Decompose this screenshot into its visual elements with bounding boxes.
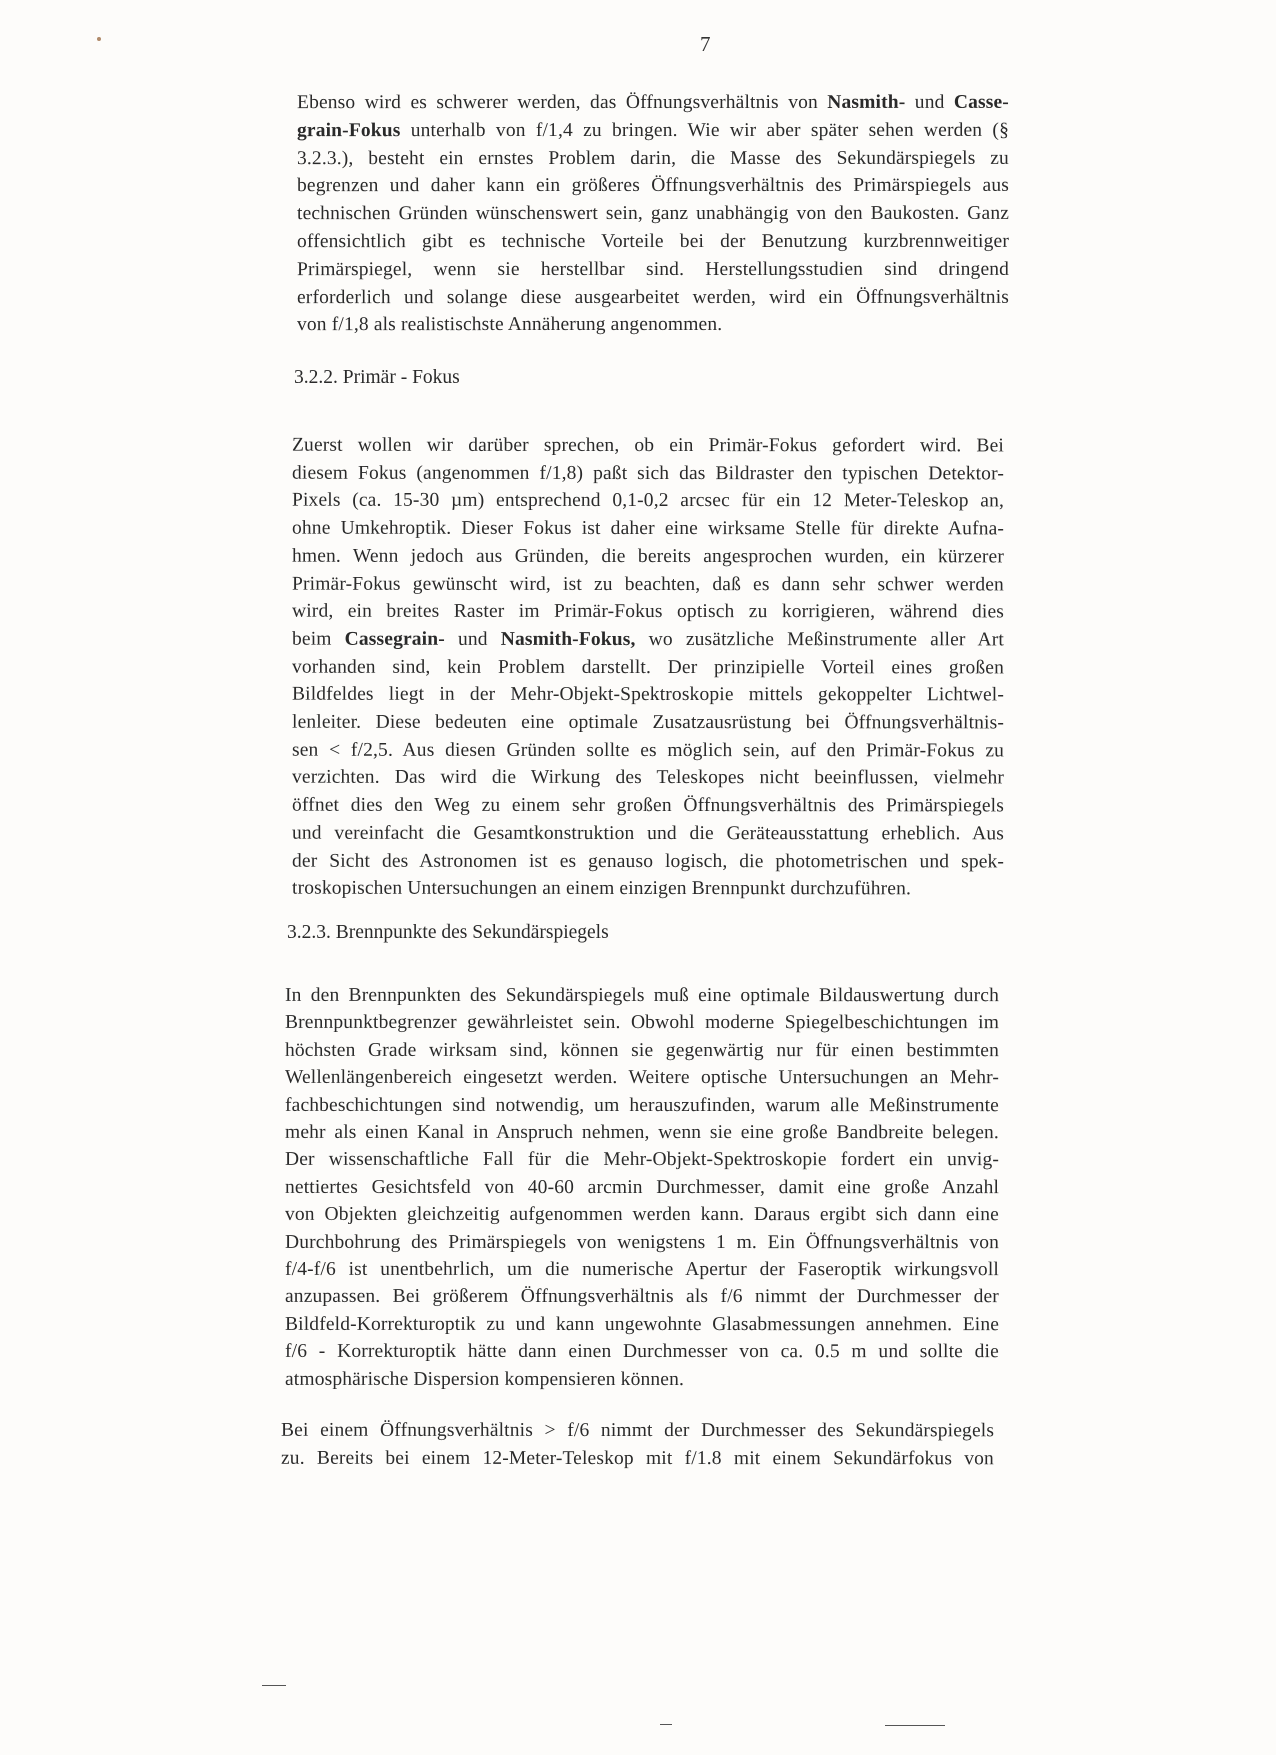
text-line: zu. Bereits bei einem 12-Meter-Teleskop mit f/1.8 mit einem Sekundärfokus von xyxy=(280,1447,994,1469)
text-line: nettiertes Gesichtsfeld von 40-60 arcmin Durchmesser, damit eine große Anzahl xyxy=(284,1176,1000,1198)
text-line: technischen Gründen wünschenswert sein, ganz unabhängig von den Baukosten. Ganz xyxy=(296,203,1010,225)
text-line: und vereinfacht die Gesamtkonstruktion und die Geräteausstattung erheblich. Aus xyxy=(291,822,1005,845)
text-line: atmosphärische Dispersion kompensieren können. xyxy=(284,1368,685,1390)
text-line: diesem Fokus (angenommen f/1,8) paßt sich das Bildraster den typischen Detektor- xyxy=(291,462,1004,485)
text-line: In den Brennpunkten des Sekundärspiegels muß eine optimale Bildauswertung durch xyxy=(284,984,999,1007)
text-line: lenleiter. Diese bedeuten eine optimale Zusatzausrüstung bei Öffnungsverhältnis- xyxy=(291,711,1005,734)
scan-mark xyxy=(885,1725,945,1726)
text-line: Bei einem Öffnungsverhältnis > f/6 nimmt der Durchmesser des Sekundärspiegels xyxy=(280,1419,995,1442)
text-line: höchsten Grade wirksam sind, können sie gegenwärtig nur für einen bestimmten xyxy=(284,1039,1000,1061)
text-line: anzupassen. Bei größerem Öffnungsverhältnis als f/6 nimmt der Durchmesser der xyxy=(284,1286,999,1308)
text-line: offensichtlich gibt es technische Vorteile bei der Benutzung kurzbrennweitiger xyxy=(296,230,1009,253)
scan-mark xyxy=(262,1685,286,1686)
text-line: beim Cassegrain- und Nasmith-Fokus, wo zusätzliche Meßinstrumente aller Art xyxy=(291,628,1004,651)
text-line: hmen. Wenn jedoch aus Gründen, die bereits angesprochen wurden, ein kürzerer xyxy=(291,545,1005,568)
text-line: von Objekten gleichzeitig aufgenommen werden kann. Daraus ergibt sich dann eine xyxy=(284,1204,999,1226)
text-line: wird, ein breites Raster im Primär-Fokus optisch zu korrigieren, während dies xyxy=(291,600,1005,623)
text-line: Bildfeld-Korrekturoptik zu und kann ungewohnte Glasabmessungen annehmen. Eine xyxy=(284,1313,1000,1335)
text-line: ohne Umkehroptik. Dieser Fokus ist daher eine wirksame Stelle für direkte Aufna- xyxy=(291,517,1005,540)
section-heading-3-2-2: 3.2.2. Primär - Fokus xyxy=(294,367,460,388)
scan-mark xyxy=(660,1724,672,1725)
text-line: mehr als einen Kanal in Anspruch nehmen, wenn sie eine große Bandbreite belegen. xyxy=(284,1121,999,1144)
text-line: Bildfeldes liegt in der Mehr-Objekt-Spektroskopie mittels gekoppelter Lichtwel- xyxy=(291,683,1005,706)
text-line: Primär-Fokus gewünscht wird, ist zu beachten, daß es dann sehr schwer werden xyxy=(291,573,1004,595)
section-heading-3-2-3: 3.2.3. Brennpunkte des Sekundärspiegels xyxy=(287,922,609,943)
text-line: grain-Fokus unterhalb von f/1,4 zu bringen. Wie wir aber später sehen werden (§ xyxy=(296,119,1009,141)
text-line: öffnet dies den Weg zu einem sehr großen Öffnungsverhältnis des Primärspiegels xyxy=(291,794,1004,817)
page-number: 7 xyxy=(700,32,711,56)
text-line: der Sicht des Astronomen ist es genauso logisch, die photometrischen und spek- xyxy=(291,850,1005,872)
text-line: f/6 - Korrekturoptik hätte dann einen Durchmesser von ca. 0.5 m und sollte die xyxy=(284,1341,999,1363)
text-line: Wellenlängenbereich eingesetzt werden. Weitere optische Untersuchungen an Mehr- xyxy=(284,1067,1000,1089)
text-line: fachbeschichtungen sind notwendig, um herauszufinden, warum alle Meßinstrumente xyxy=(284,1094,999,1116)
text-line: Ebenso wird es schwerer werden, das Öffnungsverhältnis von Nasmith- und Casse- xyxy=(296,91,1009,114)
text-line: f/4-f/6 ist unentbehrlich, um die numerische Apertur der Faseroptik wirkungsvoll xyxy=(284,1258,999,1281)
text-line: erforderlich und solange diese ausgearbeitet werden, wird ein Öffnungsverhältnis xyxy=(296,286,1010,308)
text-line: von f/1,8 als realistischste Annäherung angenommen. xyxy=(296,314,723,336)
text-line: 3.2.3.), besteht ein ernstes Problem darin, die Masse des Sekundärspiegels zu xyxy=(296,147,1009,169)
text-line: vorhanden sind, kein Problem darstellt. Der prinzipielle Vorteil eines großen xyxy=(291,656,1005,678)
text-line: sen < f/2,5. Aus diesen Gründen sollte es möglich sein, auf den Primär-Fokus zu xyxy=(291,739,1005,762)
text-line: begrenzen und daher kann ein größeres Öffnungsverhältnis des Primärspiegels aus xyxy=(296,175,1010,197)
text-line: Primärspiegel, wenn sie herstellbar sind. Herstellungsstudien sind dringend xyxy=(296,258,1010,280)
text-line: Zuerst wollen wir darüber sprechen, ob ein Primär-Fokus gefordert wird. Bei xyxy=(291,434,1004,457)
text-line: Durchbohrung des Primärspiegels von wenigstens 1 m. Ein Öffnungsverhältnis von xyxy=(284,1231,1000,1253)
scan-speck xyxy=(97,37,101,41)
text-line: Brennpunktbegrenzer gewährleistet sein. Obwohl moderne Spiegelbeschichtungen im xyxy=(284,1012,1000,1034)
text-line: troskopischen Untersuchungen an einem einzigen Brennpunkt durchzuführen. xyxy=(291,877,912,900)
text-line: Pixels (ca. 15-30 µm) entsprechend 0,1-0,2 arcsec für ein 12 Meter-Teleskop an, xyxy=(291,490,1005,512)
text-line: verzichten. Das wird die Wirkung des Teleskopes nicht beeinflussen, vielmehr xyxy=(291,767,1005,789)
text-line: Der wissenschaftliche Fall für die Mehr-Objekt-Spektroskopie fordert ein unvig- xyxy=(284,1149,1000,1171)
